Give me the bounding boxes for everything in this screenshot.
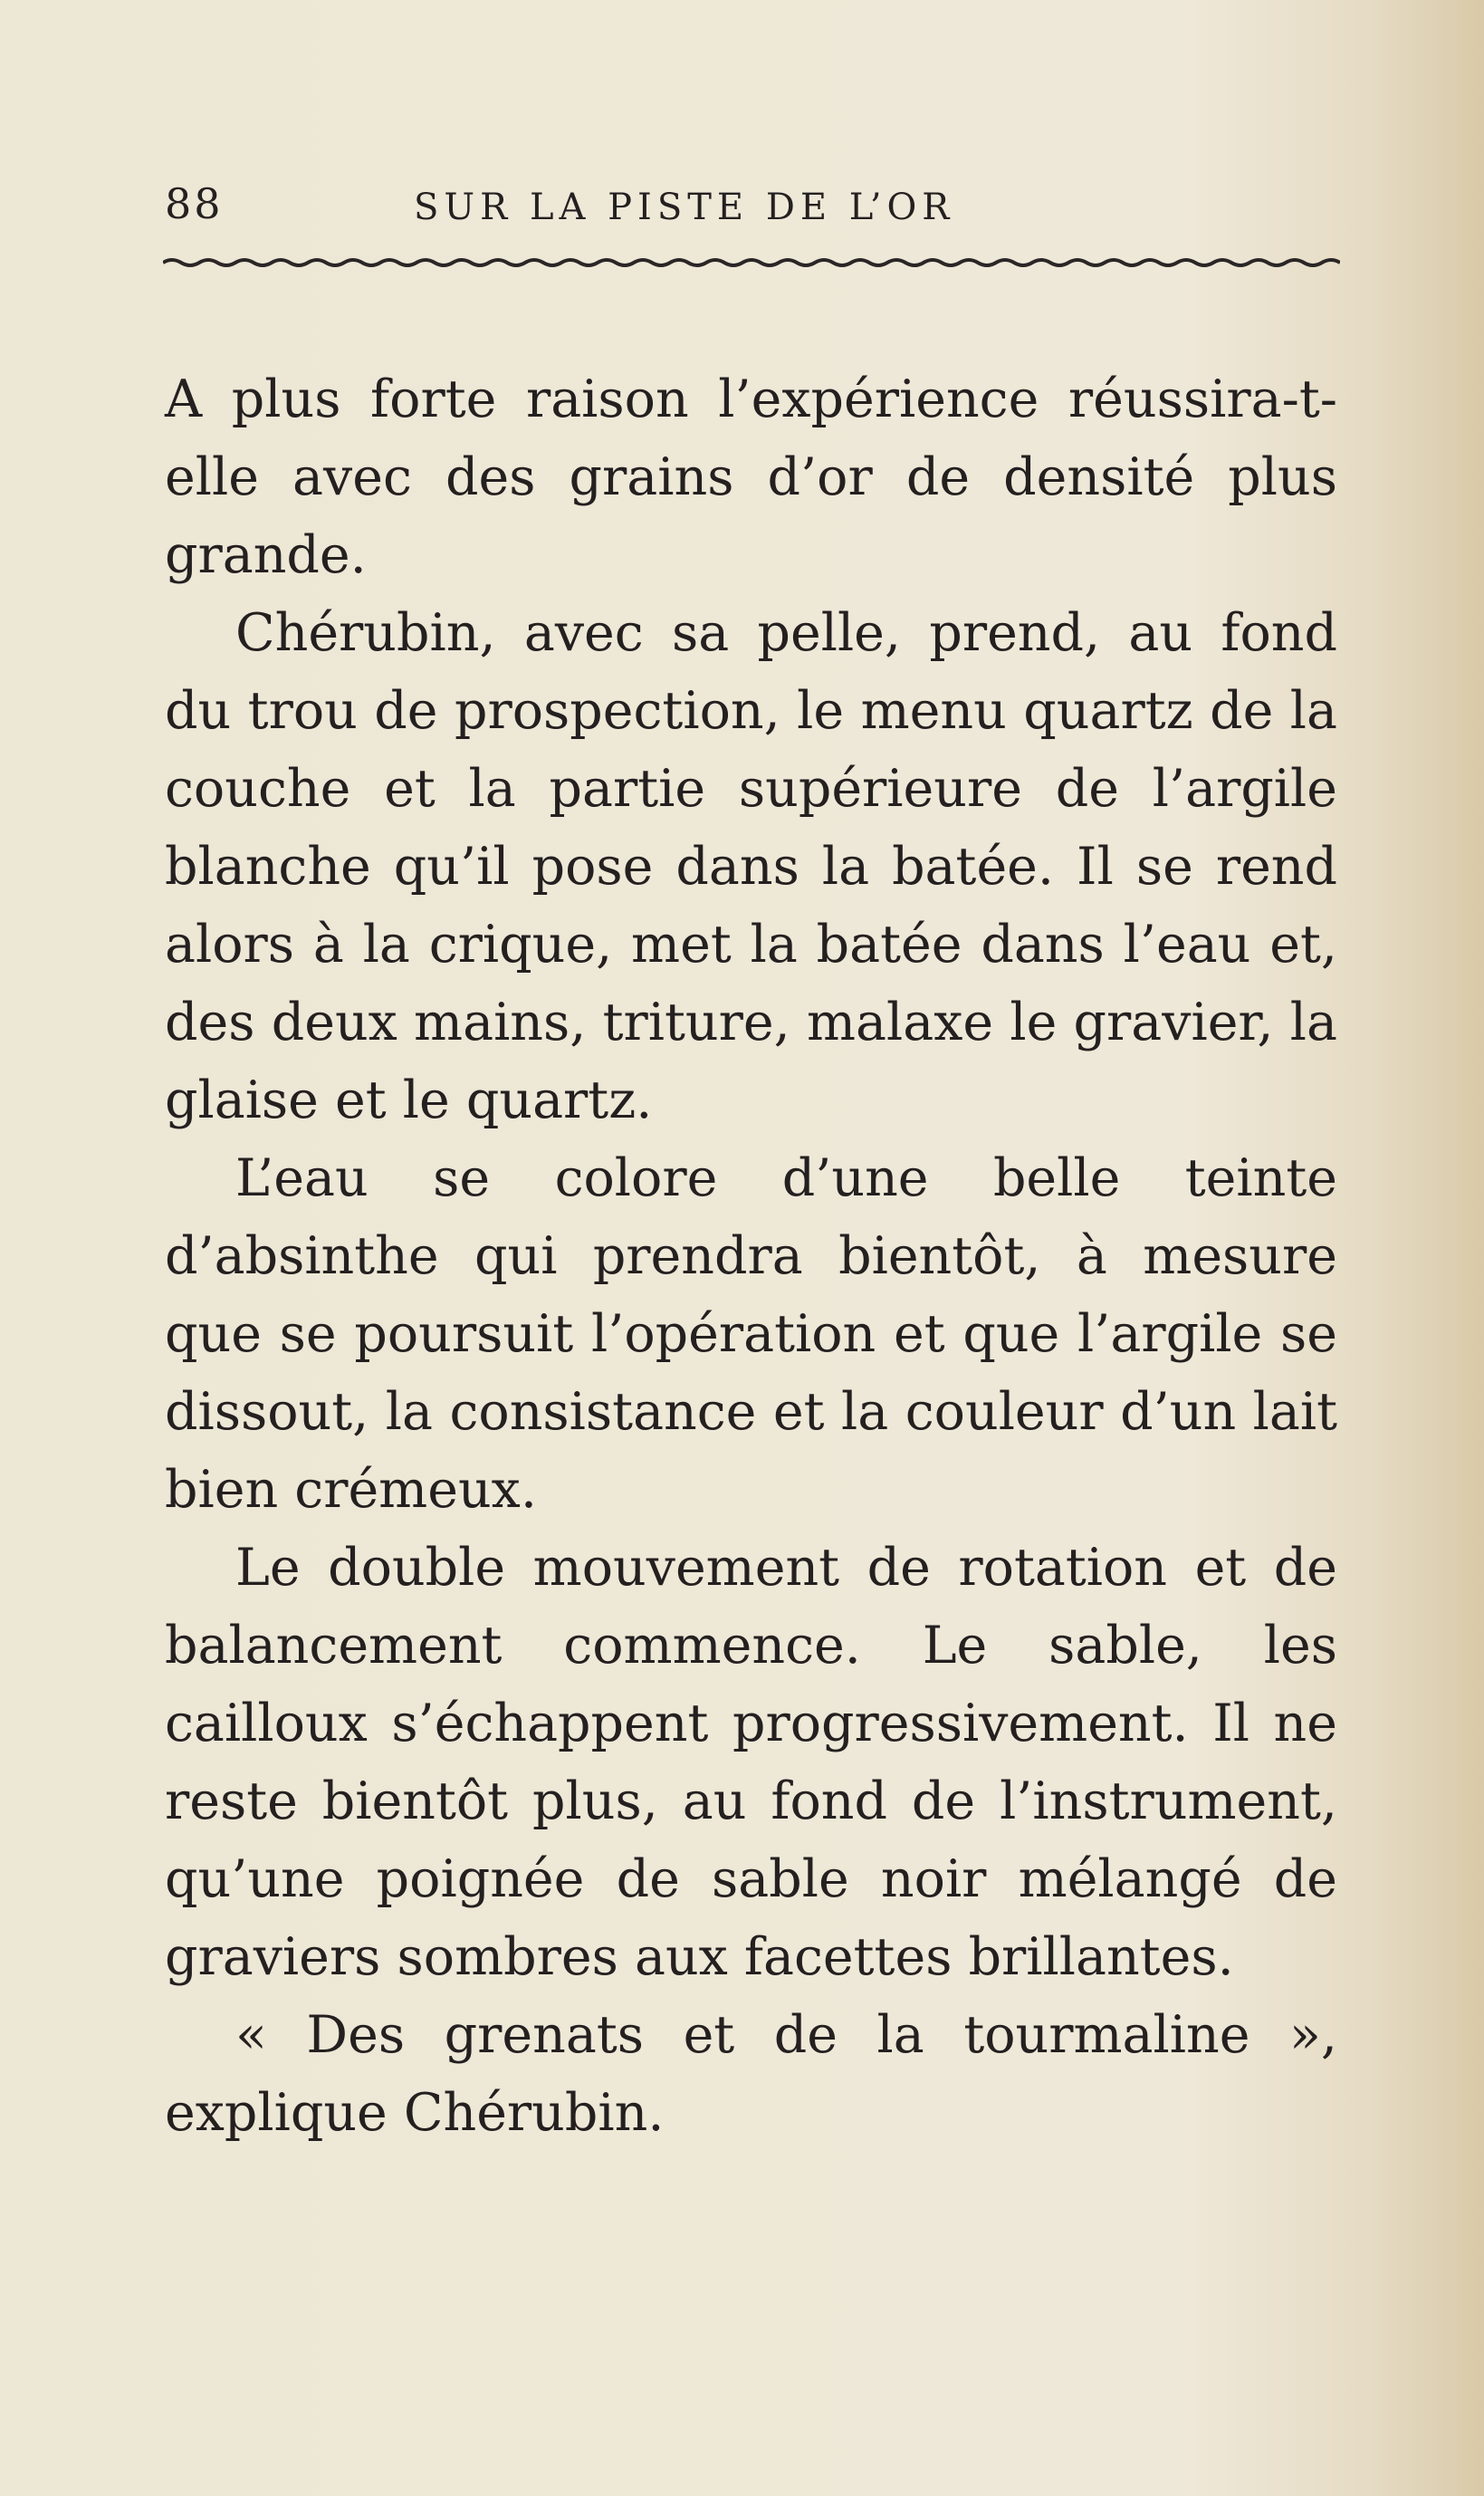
paragraph-2: Chérubin, avec sa pelle, prend, au fond du trou de prospection, le menu quartz de la couche et la partie supérieure de l’argile blanche qu’il pose dans la batée. Il se rend alors à la crique, met la batée dans l’eau et, des deux mains, triture, malaxe le gravier, la glaise et le quartz.	[165, 603, 1337, 1130]
page-number: 88	[165, 179, 224, 228]
body-text	[165, 360, 1337, 2152]
paragraph-4: Le double mouvement de rotation et de balancement commence. Le sable, les cailloux s’échappent progressivement. Il ne reste bientôt plus, au fond de l’instrument, qu’une poignée de sable noir mélangé de graviers sombres aux facettes brillantes.	[165, 1538, 1337, 1987]
decorative-rule	[163, 255, 1340, 270]
running-title: SUR LA PISTE DE L’OR	[414, 187, 955, 228]
paragraph-3: L’eau se colore d’une belle teinte d’absinthe qui prendra bientôt, à mesure que se poursuit l’opération et que l’argile se dissout, la consistance et la couleur d’un lait bien crémeux.	[165, 1148, 1337, 1520]
paragraph-1: A plus forte raison l’expérience réussira-t-elle avec des grains d’or de densité plus grande.	[165, 370, 1337, 585]
page-header	[165, 179, 1333, 243]
paragraph-5: « Des grenats et de la tourmaline », explique Chérubin.	[165, 2005, 1337, 2143]
